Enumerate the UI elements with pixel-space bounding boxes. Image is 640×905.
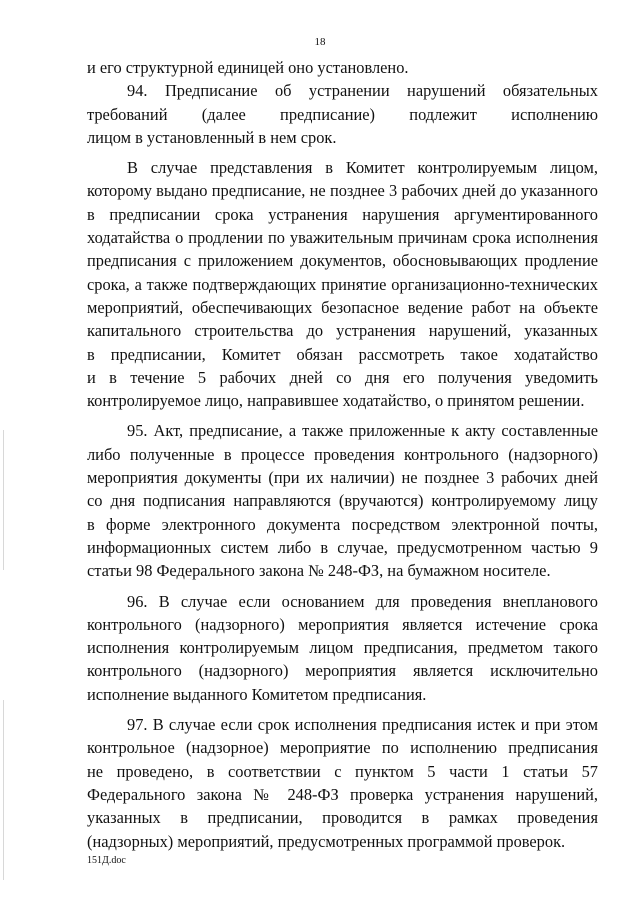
paragraph-96 <box>87 590 598 706</box>
paragraph-95 <box>87 419 598 582</box>
text-line: мероприятий, обеспечивающих безопасное ведение работ на объекте <box>87 297 598 317</box>
text-line: 96. В случае если основанием для проведения внепланового <box>127 591 598 611</box>
text-line: ходатайства о продлении по уважительным причинам срока исполнения <box>87 228 598 248</box>
text-line: и в течение 5 рабочих дней со дня его получения уведомить <box>87 367 598 387</box>
document-body <box>87 56 598 853</box>
text-line: исполнение выданного Комитетом предписания. <box>87 684 427 704</box>
text-line: указанных в предписании, проводится в рамках проведения <box>87 808 598 828</box>
text-line: предписания с приложением документов, обосновывающих продление <box>87 251 598 271</box>
text-line: контролируемое лицо, направившее ходатайство, о принятом решении. <box>87 391 585 411</box>
text-line: 94. Предписание об устранении нарушений обязательных <box>127 81 598 101</box>
text-line: контрольное (надзорное) мероприятие по исполнению предписания <box>87 738 598 758</box>
text-line: контрольного (надзорного) мероприятия является истечение срока <box>87 614 598 634</box>
paragraph-94 <box>87 79 598 149</box>
scan-edge-mark <box>3 430 4 570</box>
text-line: исполнения контролируемым лицом предписания, предметом такого <box>87 638 598 658</box>
page-number: 18 <box>314 36 326 48</box>
text-line: контрольного (надзорного) мероприятия является исключительно <box>87 661 598 681</box>
text-line: статьи 98 Федерального закона № 248-ФЗ, на бумажном носителе. <box>87 561 551 581</box>
paragraph-97 <box>87 713 598 853</box>
scan-edge-mark <box>3 700 4 880</box>
text-line: либо полученные в процессе проведения контрольного (надзорного) <box>87 444 598 464</box>
text-line: информационных систем либо в случае, предусмотренном частью 9 <box>87 537 598 557</box>
text-line: капитального строительства до устранения нарушений, указанных <box>87 321 598 341</box>
text-line: требований (далее предписание) подлежит исполнению <box>87 104 598 124</box>
text-line: мероприятия документы (при их наличии) не позднее 3 рабочих дней <box>87 468 598 488</box>
text-line: со дня подписания направляются (вручаются) контролируемому лицу <box>87 491 598 511</box>
text-line: срока, а также подтверждающих принятие организационно-технических <box>87 274 598 294</box>
paragraph-94-extension <box>87 156 598 412</box>
text-line: в форме электронного документа посредством электронной почты, <box>87 514 598 534</box>
text-line: в предписании срока устранения нарушения аргументированного <box>87 204 598 224</box>
text-line: в предписании, Комитет обязан рассмотреть такое ходатайство <box>87 344 598 364</box>
text-line: Федерального закона № 248-ФЗ проверка устранения нарушений, <box>87 784 598 804</box>
text-line: (надзорных) мероприятий, предусмотренных программой проверок. <box>87 831 566 851</box>
text-line: 95. Акт, предписание, а также приложенные к акту составленные <box>127 421 598 441</box>
text-line: не проведено, в соответствии с пунктом 5 части 1 статьи 57 <box>87 761 598 781</box>
text-line: В случае представления в Комитет контролируемым лицом, <box>127 158 598 178</box>
file-name-footer: 151Д.doc <box>87 855 126 866</box>
text-line: 97. В случае если срок исполнения предписания истек и при этом <box>127 715 598 735</box>
text-line: которому выдано предписание, не позднее 3 рабочих дней до указанного <box>87 181 598 201</box>
text-line: и его структурной единицей оно установлено. <box>87 58 409 77</box>
text-line: лицом в установленный в нем срок. <box>87 127 337 147</box>
